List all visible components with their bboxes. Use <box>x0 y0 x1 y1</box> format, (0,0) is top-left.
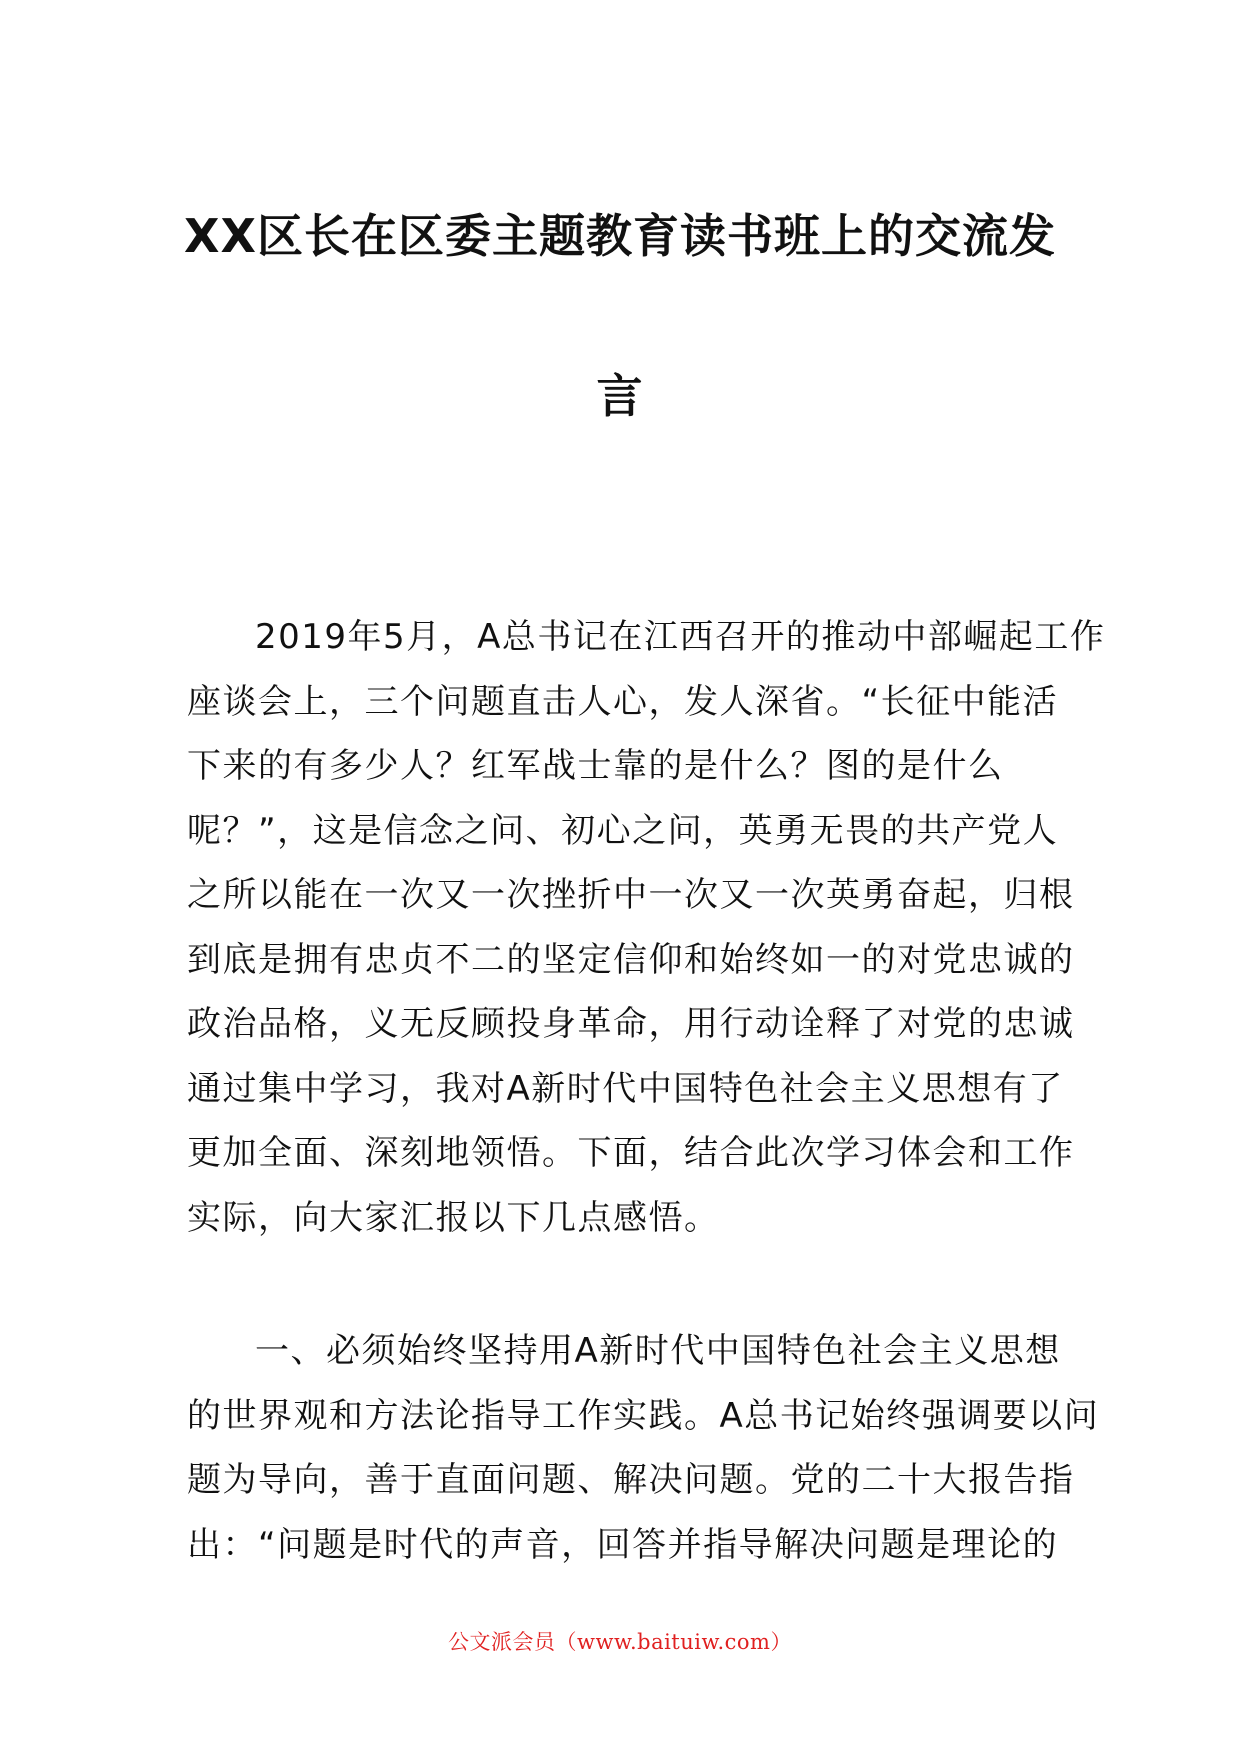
paragraph-line: 一、必须始终坚持用A新时代中国特色社会主义思想 <box>255 1331 1061 1371</box>
paragraph-line: 的世界观和方法论指导工作实践。A总书记始终强调要以问 <box>187 1395 1100 1436</box>
paragraph-line: 之所以能在一次又一次挫折中一次又一次英勇奋起，归根 <box>187 875 1075 915</box>
paragraph-line: 实际，向大家汇报以下几点感悟。 <box>187 1197 720 1238</box>
paragraph-line: 呢？”，这是信念之问、初心之问，英勇无畏的共产党人 <box>187 810 1059 851</box>
paragraph-line: 座谈会上，三个问题直击人心，发人深省。“长征中能活 <box>187 681 1059 722</box>
paragraph-line: 出：“问题是时代的声音，回答并指导解决问题是理论的 <box>187 1524 1059 1565</box>
document-title-line-1: XX区长在区委主题教育读书班上的交流发 <box>184 209 1056 263</box>
body-paragraph-2 <box>187 1319 1100 1577</box>
paragraph-line: 更加全面、深刻地领悟。下面，结合此次学习体会和工作 <box>187 1133 1075 1173</box>
paragraph-line: 政治品格，义无反顾投身革命，用行动诠释了对党的忠诚 <box>187 1004 1075 1044</box>
paragraph-line: 通过集中学习，我对A新时代中国特色社会主义思想有了 <box>187 1068 1064 1109</box>
paragraph-line: 2019年5月，A总书记在江西召开的推动中部崛起工作 <box>255 617 1106 657</box>
paragraph-line: 到底是拥有忠贞不二的坚定信仰和始终如一的对党忠诚的 <box>187 939 1075 980</box>
footer-watermark-link[interactable]: 公文派会员（www.baituiw.com） <box>448 1630 792 1654</box>
document-title-line-2: 言 <box>596 369 644 423</box>
body-paragraph-1 <box>187 605 1106 1250</box>
paragraph-line: 下来的有多少人？红军战士靠的是什么？图的是什么 <box>187 746 1004 786</box>
paragraph-line: 题为导向，善于直面问题、解决问题。党的二十大报告指 <box>187 1460 1075 1500</box>
